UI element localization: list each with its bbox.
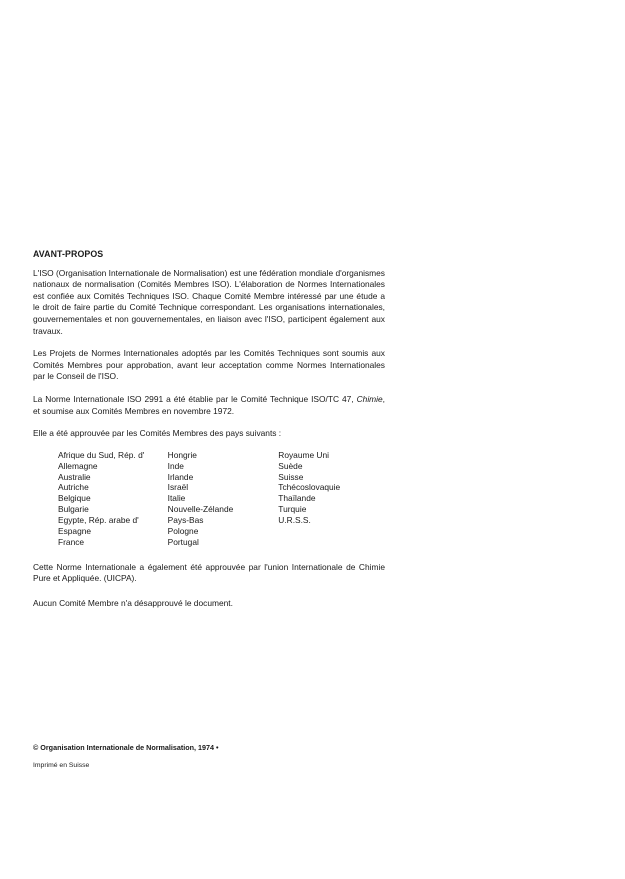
country-item: U.R.S.S. — [278, 515, 311, 526]
copyright-notice: © Organisation Internationale de Normalisation, 1974 • — [33, 743, 219, 752]
approving-countries-list — [58, 450, 385, 548]
paragraph-draft-standards: Les Projets de Normes Internationales adoptés par les Comités Techniques sont soumis aux Comités Membres pour approbation, avant leur acceptation comme Normes Internationales par le Conseil de l'ISO. — [33, 348, 385, 382]
country-item: Suède — [278, 460, 303, 471]
countries-column-2 — [168, 450, 279, 548]
country-item: Autriche — [58, 482, 89, 493]
countries-column-1 — [58, 450, 168, 548]
foreword-section — [33, 249, 385, 621]
paragraph-origin-text-end: , et soumise aux Comités Membres en novembre 1972. — [33, 393, 385, 416]
countries-column-3 — [278, 450, 385, 548]
committee-name-italic: Chimie — [356, 393, 383, 404]
country-item: Inde — [167, 460, 184, 471]
country-item: Pologne — [167, 526, 199, 537]
country-item: Portugal — [167, 536, 199, 547]
country-item: Israël — [167, 482, 189, 493]
country-item: Thaïlande — [278, 493, 316, 504]
country-item: Italie — [167, 493, 186, 504]
country-item: Tchécoslovaquie — [278, 482, 341, 493]
country-item: France — [58, 536, 85, 547]
country-item: Pays-Bas — [167, 515, 204, 526]
paragraph-origin-text-start: La Norme Internationale ISO 2991 a été établie par le Comité Technique ISO/TC 47, — [33, 393, 357, 404]
country-item: Australie — [58, 471, 91, 482]
country-item: Egypte, Rép. arabe d' — [58, 515, 139, 526]
paragraph-iso-description: L'ISO (Organisation Internationale de Normalisation) est une fédération mondiale d'organismes nationaux de normalisation (Comités Membres ISO). L'élaboration de Normes Internationales est confiée aux Comités Techniques ISO. Chaque Comité Membre intéressé par une étude a le droit de faire partie du Comité Technique correspondant. Les organisations internationales, gouvernementales et non gouvernementales, en liaison avec l'ISO, participent également aux travaux. — [33, 267, 385, 336]
country-item: Espagne — [58, 526, 92, 537]
country-item: Bulgarie — [58, 504, 89, 515]
paragraph-iupac-approval: Cette Norme Internationale a également été approuvée par l'union Internationale de Chimie Pure et Appliquée. (UICPA). — [33, 561, 385, 584]
country-item: Royaume Uni — [278, 449, 330, 460]
paragraph-approval-intro: Elle a été approuvée par les Comités Membres des pays suivants : — [33, 428, 282, 439]
country-item: Irlande — [167, 471, 194, 482]
country-item: Suisse — [278, 471, 304, 482]
paragraph-standard-origin — [33, 394, 385, 417]
foreword-heading: AVANT-PROPOS — [33, 249, 104, 259]
paragraph-no-disapproval: Aucun Comité Membre n'a désapprouvé le document. — [33, 598, 233, 609]
country-item: Hongrie — [167, 449, 197, 460]
country-item: Afrique du Sud, Rép. d' — [58, 449, 145, 460]
country-item: Allemagne — [58, 460, 98, 471]
printed-in-notice: Imprimé en Suisse — [33, 762, 90, 769]
country-item: Nouvelle-Zélande — [167, 504, 234, 515]
country-item: Belgique — [58, 493, 91, 504]
country-item: Turquie — [278, 504, 307, 515]
